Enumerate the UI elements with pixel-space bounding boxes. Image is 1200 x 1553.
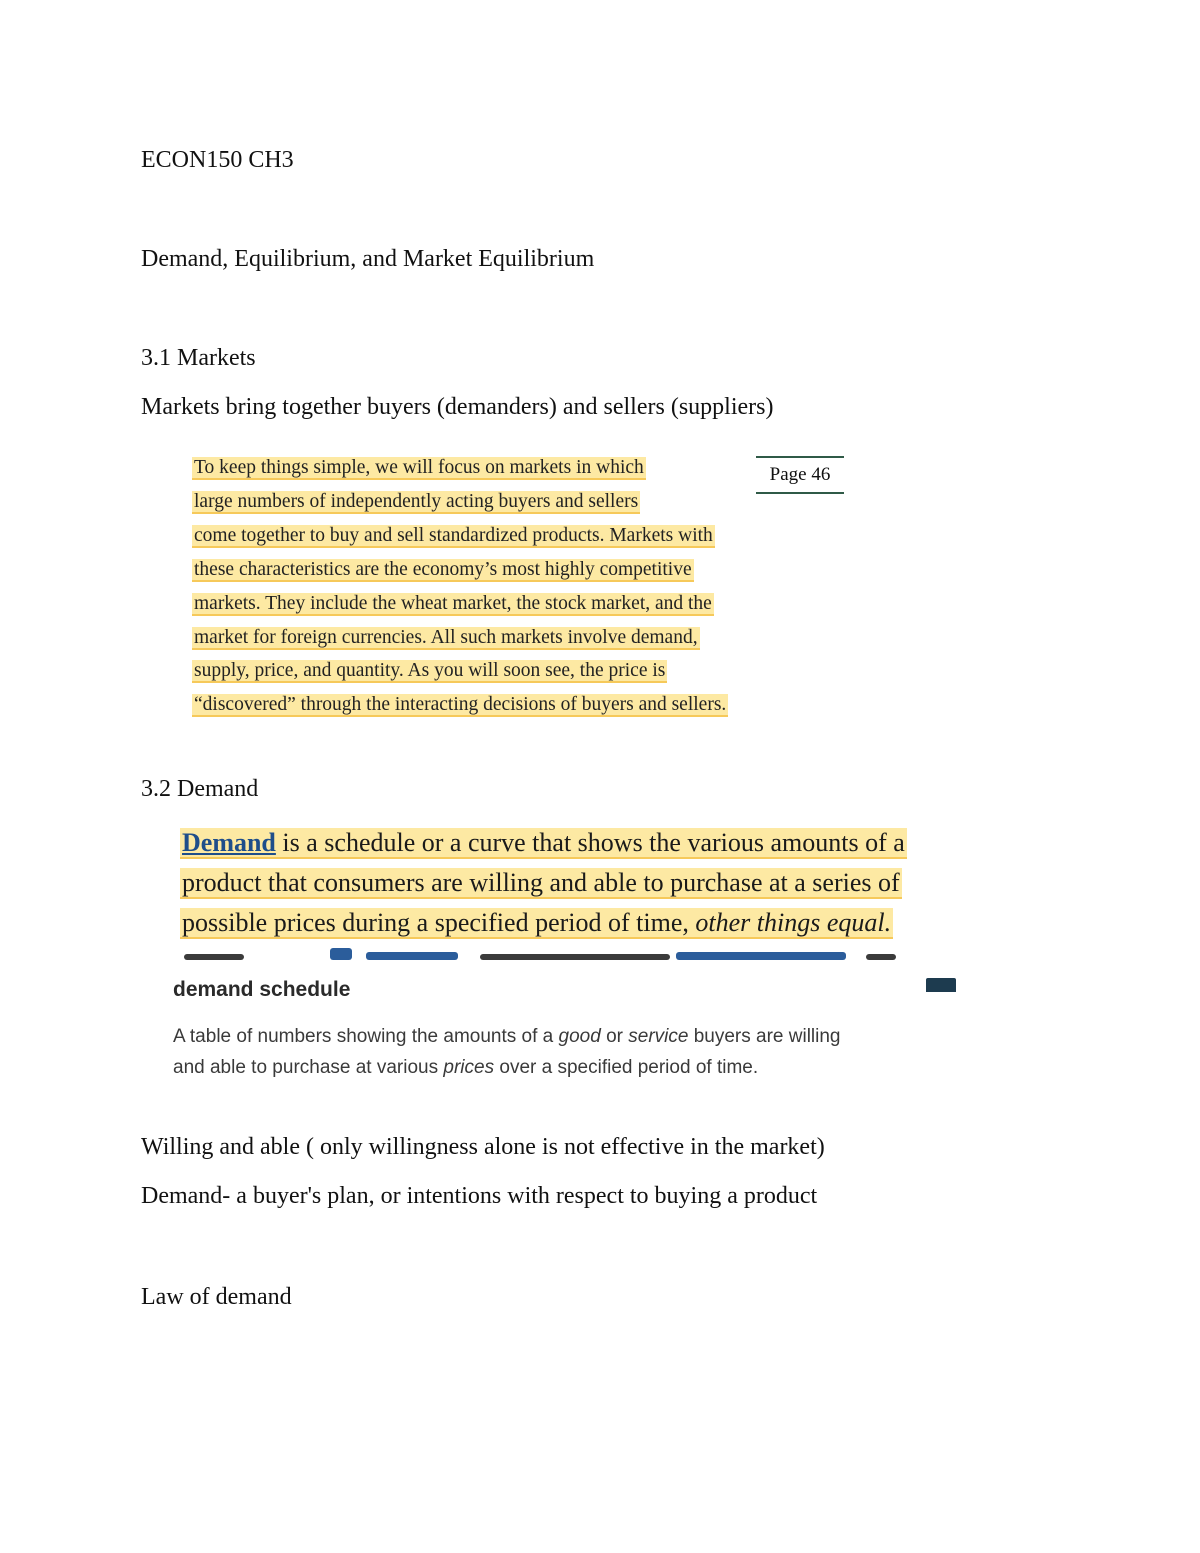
glossary-definition-line: and able to purchase at various prices over a specified period of time.: [173, 1057, 759, 1078]
definition-italic-text: other things equal.: [695, 908, 892, 937]
markets-note: Markets bring together buyers (demanders) and sellers (suppliers): [141, 394, 774, 420]
excerpt-line: supply, price, and quantity. As you will soon see, the price is: [194, 660, 666, 681]
chapter-title: Demand, Equilibrium, and Market Equilibrium: [141, 246, 595, 272]
section-heading-markets: 3.1 Markets: [141, 345, 256, 371]
demand-term-link[interactable]: Demand: [182, 828, 276, 857]
definition-text: is a schedule or a curve that shows the various amounts of a: [275, 828, 905, 857]
note-demand-plan: Demand- a buyer's plan, or intentions with respect to buying a product: [141, 1183, 818, 1209]
excerpt-line: large numbers of independently acting buyers and sellers: [194, 491, 639, 512]
excerpt-line: come together to buy and sell standardized products. Markets with: [194, 525, 713, 546]
note-willing-able: Willing and able ( only willingness alone is not effective in the market): [141, 1134, 825, 1160]
glossary-definition-line: A table of numbers showing the amounts of a good or service buyers are willing: [173, 1026, 841, 1047]
document-title: ECON150 CH3: [141, 147, 294, 173]
section-heading-law-of-demand: Law of demand: [141, 1284, 292, 1310]
excerpt-line: To keep things simple, we will focus on markets in which: [194, 457, 644, 478]
definition-line: product that consumers are willing and able to purchase at a series of: [182, 868, 900, 897]
glossary-term: demand schedule: [173, 978, 351, 1001]
excerpt-line: market for foreign currencies. All such markets involve demand,: [194, 627, 698, 648]
excerpt-line: markets. They include the wheat market, the stock market, and the: [194, 593, 712, 614]
definition-text: possible prices during a specified period of time,: [182, 908, 696, 937]
definition-line: [180, 826, 907, 860]
page-number-label: Page 46: [756, 456, 844, 494]
cropped-text-fragment: [180, 948, 920, 960]
definition-line: [180, 906, 893, 940]
excerpt-line: “discovered” through the interacting decisions of buyers and sellers.: [194, 694, 727, 715]
excerpt-line: these characteristics are the economy’s most highly competitive: [194, 559, 692, 580]
section-heading-demand: 3.2 Demand: [141, 776, 259, 802]
glossary-card-tab: [926, 978, 956, 992]
